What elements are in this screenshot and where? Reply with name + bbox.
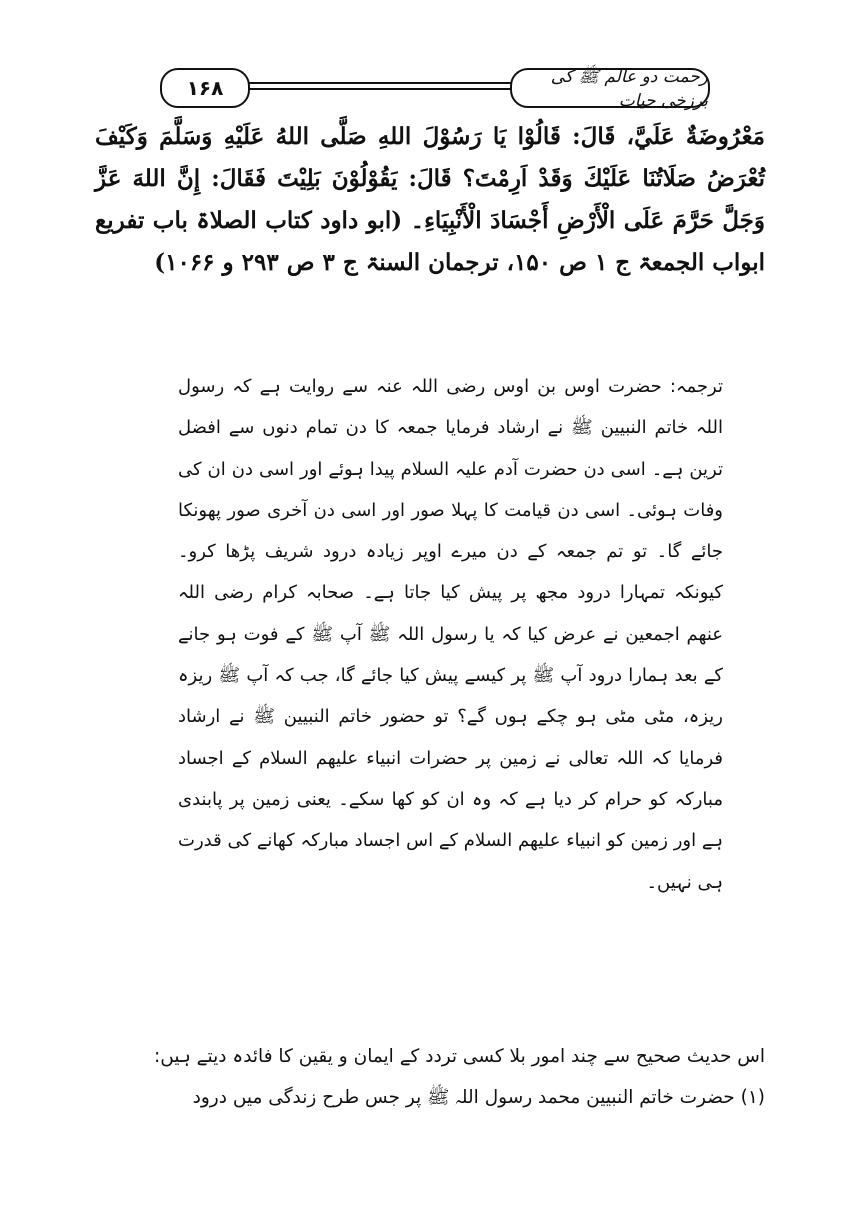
page-header [150,66,720,111]
page-number: ۱۶۸ [160,68,250,108]
header-rule-bottom [246,88,514,90]
running-title: رحمت دو عالم ﷺ کی برزخی حیات [510,68,710,108]
hadith-reference: (ابو داود کتاب الصلاۃ باب تفریع ابواب الجمعۃ ج ۱ ص ۱۵۰، ترجمان السنۃ ج ۳ ص ۲۹۳ و ۱۰۶۶) [95,207,765,276]
translation-text: ترجمہ: حضرت اوس بن اوس رضی اللہ عنہ سے روایت ہے کہ رسول اللہ خاتم النبیین ﷺ نے ارشاد فرمایا جمعہ کا دن تمام دنوں سے افضل ترین ہے۔ اسی دن حضرت آدم علیہ السلام پیدا ہوئے اور اسی دن ان کی وفات ہوئی۔ اسی دن قیامت کا پہلا صور اور اسی دن آخری صور پھونکا جائے گا۔ تو تم جمعہ کے دن میرے اوپر زیادہ درود شریف پڑھا کرو۔ کیونکہ تمہارا درود مجھ پر پیش کیا جاتا ہے۔ صحابہ کرام رضی اللہ عنھم اجمعین نے عرض کیا کہ یا رسول اللہ ﷺ آپ ﷺ کے فوت ہو جانے کے بعد ہمارا درود آپ ﷺ پر کیسے پیش کیا جائے گا، جب کہ آپ ﷺ ریزہ ریزہ، مٹی مٹی ہو چکے ہوں گے؟ تو حضور خاتم النبیین ﷺ نے ارشاد فرمایا کہ اللہ تعالی نے زمین پر حضرات انبیاء علیھم السلام کے اجساد مبارکہ کو حرام کر دیا ہے کہ وہ ان کو کھا سکے۔ یعنی زمین پر پابندی ہے اور زمین کو انبیاء علیھم السلام کے اس اجساد مبارکہ کھانے کی قدرت ہی نہیں۔ [178,376,723,893]
translation-block [178,366,723,903]
hadith-arabic-text: مَعْرُوضَةٌ عَلَيَّ، قَالَ: قَالُوْا يَا رَسُوْلَ اللهِ صَلَّى اللهُ عَلَيْهِ وَسَلَّمَ وَكَيْفَ تُعْرَضُ صَلَاتُنَا عَلَيْكَ وَقَدْ اَرِمْتَ؟ قَالَ: يَقُوْلُوْنَ بَلِيْتَ فَقَالَ: إِنَّ اللهَ عَزَّ وَجَلَّ حَرَّمَ عَلَى الْأَرْضِ أَجْسَادَ الْأَنْبِيَاءِ۔ [95,123,765,234]
hadith-block [95,116,765,284]
header-rule-top [246,82,514,84]
closing-intro-line: اس حدیث صحیح سے چند امور بلا کسی تردد کے ایمان و یقین کا فائدہ دیتے ہیں: [154,1046,765,1067]
closing-block [95,1036,765,1118]
closing-point-one: (۱) حضرت خاتم النبیین محمد رسول اللہ ﷺ پر جس طرح زندگی میں درود [192,1087,765,1108]
